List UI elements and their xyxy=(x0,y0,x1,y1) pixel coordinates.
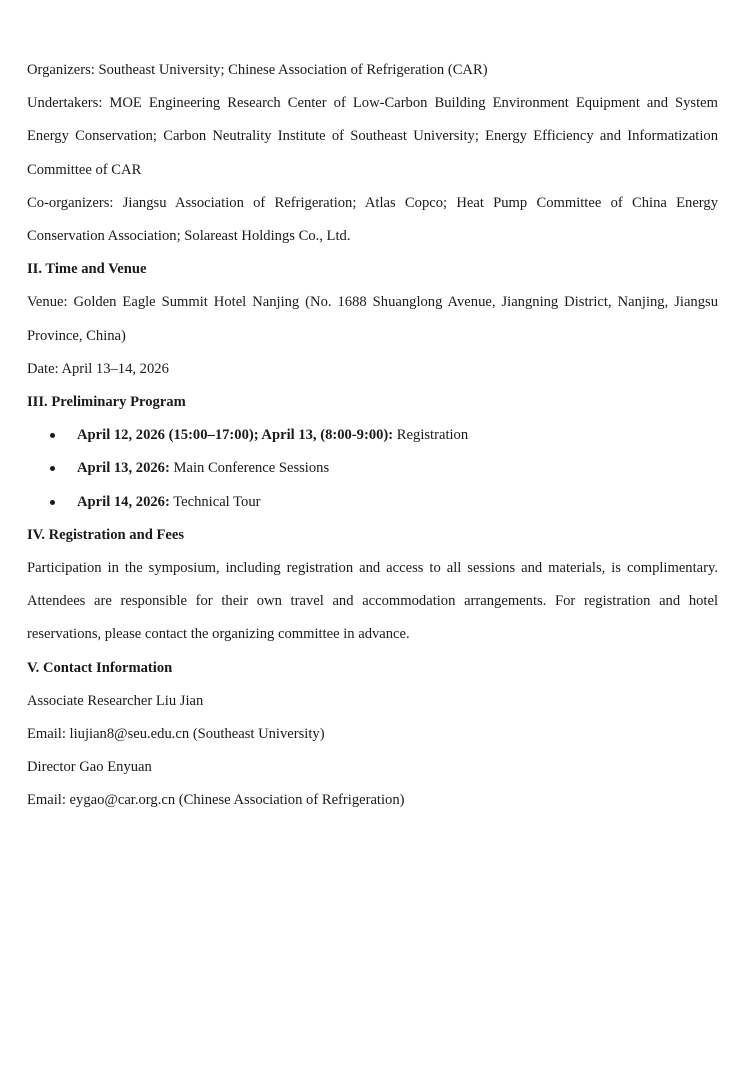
contact-1-name: Associate Researcher Liu Jian xyxy=(27,692,204,709)
section-time-venue-heading: II. Time and Venue xyxy=(27,261,147,278)
program-item-technical-tour xyxy=(27,486,718,519)
date-line: Date: April 13–14, 2026 xyxy=(27,360,169,377)
program-item-date: April 13, 2026: xyxy=(77,460,170,477)
document-page xyxy=(27,54,718,818)
program-item-date: April 12, 2026 (15:00–17:00); April 13, (8:00-9:00): xyxy=(77,427,394,444)
registration-paragraph: Participation in the symposium, including registration and access to all sessions and materials, is complimentary. Attendees are responsible for their own travel and accommodation arrangements. For registration and hotel reservations, please contact the organizing committee in advance. xyxy=(27,560,718,643)
organizers-line: Organizers: Southeast University; Chinese Association of Refrigeration (CAR) xyxy=(27,62,488,78)
co-organizers-paragraph: Co-organizers: Jiangsu Association of Refrigeration; Atlas Copco; Heat Pump Committee of China Energy Conservation Association; Solareast Holdings Co., Ltd. xyxy=(27,194,718,245)
program-item-text: Registration xyxy=(393,427,469,444)
program-item-text: Technical Tour xyxy=(169,493,261,510)
bullet-icon xyxy=(50,466,55,471)
program-list xyxy=(27,419,718,519)
program-item-date: April 14, 2026: xyxy=(77,493,170,510)
program-item-text: Main Conference Sessions xyxy=(169,460,330,477)
section-contact-heading: V. Contact Information xyxy=(27,659,173,676)
section-program-heading: III. Preliminary Program xyxy=(27,394,186,411)
bullet-icon xyxy=(50,433,55,438)
program-item-registration xyxy=(27,419,718,452)
undertakers-paragraph: Undertakers: MOE Engineering Research Center of Low-Carbon Building Environment Equipment and System Energy Conservation; Carbon Neutrality Institute of Southeast University; Energy Efficiency and Informatization Committee of CAR xyxy=(27,95,718,178)
contact-2-name: Director Gao Enyuan xyxy=(27,759,152,776)
venue-paragraph: Venue: Golden Eagle Summit Hotel Nanjing (No. 1688 Shuanglong Avenue, Jiangning District, Nanjing, Jiangsu Province, China) xyxy=(27,294,718,344)
section-registration-heading: IV. Registration and Fees xyxy=(27,526,185,543)
contact-2-email: Email: eygao@car.org.cn (Chinese Association of Refrigeration) xyxy=(27,792,405,809)
program-item-main-sessions xyxy=(27,452,718,485)
contact-1-email: Email: liujian8@seu.edu.cn (Southeast University) xyxy=(27,726,325,743)
bullet-icon xyxy=(50,500,55,505)
